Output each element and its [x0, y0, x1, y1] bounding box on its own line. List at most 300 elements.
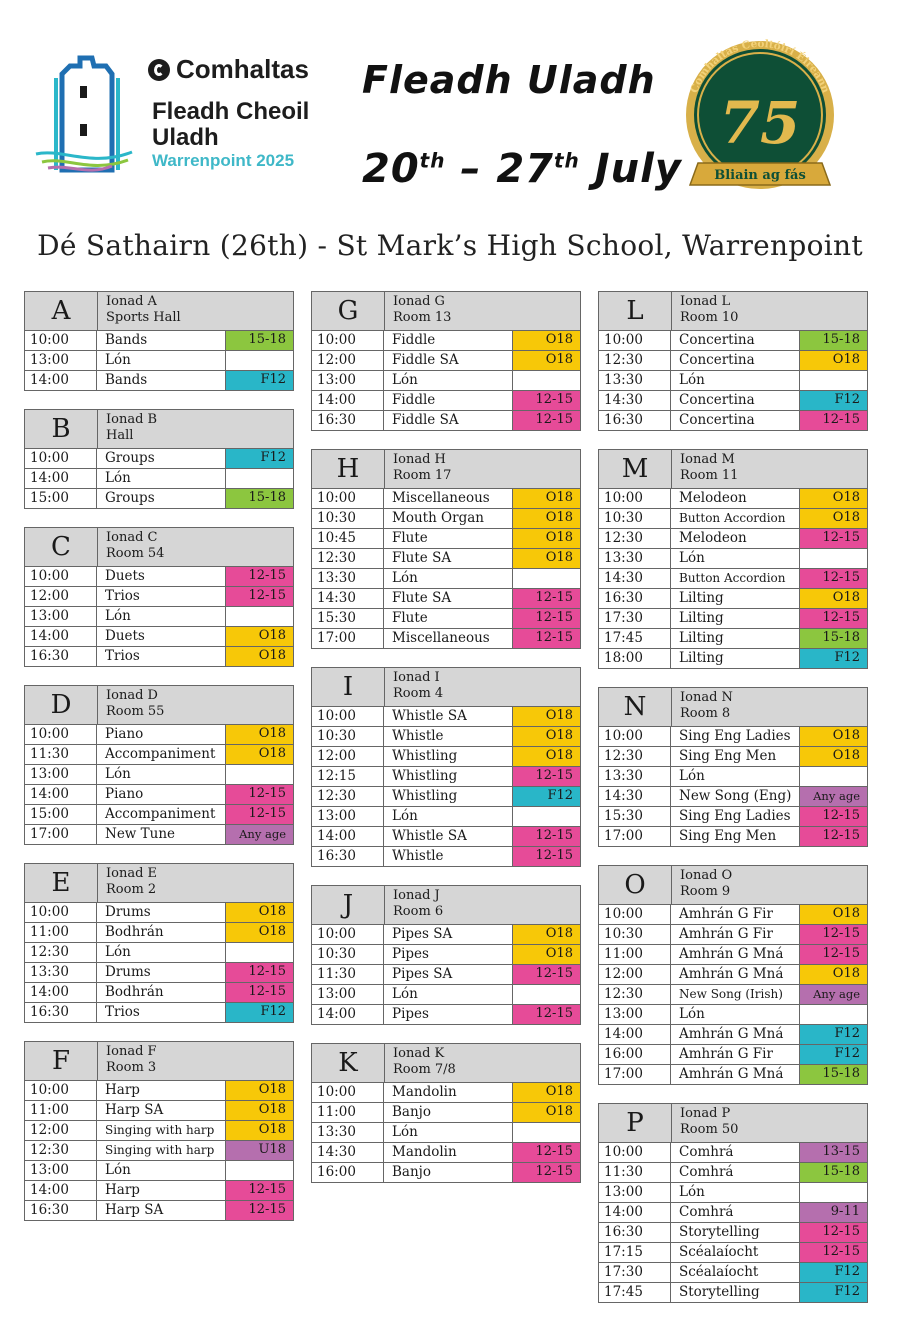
row-age-badge: O18 — [225, 647, 293, 666]
row-event: Trios — [105, 1004, 140, 1020]
row-age-badge: 15-18 — [799, 1065, 867, 1084]
schedule-row — [25, 1201, 293, 1220]
row-event: Fiddle — [392, 392, 436, 408]
row-time: 11:00 — [312, 1103, 384, 1122]
row-event: Lilting — [679, 590, 724, 606]
venue-table — [24, 527, 294, 667]
schedule-row — [312, 925, 580, 945]
row-time: 10:00 — [312, 925, 384, 944]
row-age-badge: 12-15 — [512, 1143, 580, 1162]
row-age-badge: O18 — [512, 727, 580, 746]
venue-ionad: Ionad L — [680, 294, 731, 309]
row-event: Amhrán G Fir — [679, 1046, 773, 1062]
venue-ionad: Ionad J — [393, 888, 440, 903]
row-time: 15:00 — [25, 489, 97, 508]
venue-room: Room 3 — [106, 1060, 157, 1075]
row-age-badge: 12-15 — [225, 567, 293, 586]
schedule-row — [599, 1025, 867, 1045]
row-event: Lón — [105, 766, 131, 782]
row-time: 12:00 — [25, 587, 97, 606]
schedule-row — [25, 607, 293, 627]
brand-name: Comhaltas — [176, 54, 309, 84]
row-age-badge — [512, 569, 580, 588]
schedule-row — [599, 371, 867, 391]
row-age-badge: 12-15 — [799, 411, 867, 430]
schedule-row — [312, 1103, 580, 1123]
row-age-badge — [799, 1005, 867, 1024]
schedule-row — [25, 1161, 293, 1181]
venue-table — [311, 291, 581, 431]
row-age-badge: Any age — [799, 985, 867, 1004]
row-age-badge: F12 — [799, 1045, 867, 1064]
row-time: 12:00 — [312, 351, 384, 370]
schedule-row — [599, 1045, 867, 1065]
row-event: Lón — [392, 986, 418, 1002]
row-time: 13:00 — [312, 985, 384, 1004]
row-time: 12:00 — [599, 965, 671, 984]
comhaltas-c-icon — [148, 59, 170, 81]
row-event: Flute SA — [392, 550, 452, 566]
schedule-row — [599, 609, 867, 629]
schedule-row — [312, 589, 580, 609]
venue-header — [25, 686, 293, 725]
row-time: 10:00 — [25, 725, 97, 744]
row-age-badge: 15-18 — [799, 629, 867, 648]
row-time: 10:00 — [25, 567, 97, 586]
row-event: Comhrá — [679, 1164, 734, 1180]
row-time: 14:00 — [25, 983, 97, 1002]
venue-ionad: Ionad F — [106, 1044, 157, 1059]
row-age-badge — [799, 549, 867, 568]
schedule-row — [599, 925, 867, 945]
row-event: Amhrán G Fir — [679, 926, 773, 942]
schedule-row — [599, 1243, 867, 1263]
row-event: Lón — [679, 1184, 705, 1200]
row-event: Sing Eng Ladies — [679, 808, 791, 824]
row-age-badge: 12-15 — [225, 785, 293, 804]
date-start: 20 — [362, 146, 420, 192]
row-event: Pipes SA — [392, 926, 453, 942]
venue-table — [24, 291, 294, 391]
venue-letter: C — [25, 528, 98, 566]
row-event: Mandolin — [392, 1084, 457, 1100]
venue-header — [312, 1044, 580, 1083]
row-time: 17:30 — [599, 1263, 671, 1282]
row-age-badge: 12-15 — [799, 925, 867, 944]
venue-ionad: Ionad E — [106, 866, 158, 881]
venue-title — [385, 886, 580, 924]
row-event: Flute SA — [392, 590, 452, 606]
row-time: 13:00 — [25, 607, 97, 626]
schedule-row — [312, 827, 580, 847]
venue-ionad: Ionad N — [680, 690, 733, 705]
row-age-badge: 12-15 — [799, 569, 867, 588]
row-time: 12:30 — [312, 787, 384, 806]
schedule-row — [25, 469, 293, 489]
row-time: 17:45 — [599, 629, 671, 648]
row-event: New Song (Irish) — [679, 987, 783, 1001]
row-time: 14:00 — [25, 469, 97, 488]
row-event: New Song (Eng) — [679, 788, 792, 804]
row-time: 13:00 — [599, 1183, 671, 1202]
row-age-badge: F12 — [799, 1283, 867, 1302]
row-time: 11:00 — [599, 945, 671, 964]
venue-table — [598, 449, 868, 669]
row-time: 10:00 — [312, 707, 384, 726]
venue-letter: H — [312, 450, 385, 488]
row-time: 10:00 — [25, 1081, 97, 1100]
row-time: 11:00 — [25, 1101, 97, 1120]
venue-room: Room 6 — [393, 904, 444, 919]
venue-header — [599, 292, 867, 331]
venue-ionad: Ionad O — [680, 868, 733, 883]
schedule-row — [312, 787, 580, 807]
date-end-suffix: th — [554, 148, 580, 173]
venue-room: Room 50 — [680, 1122, 739, 1137]
row-age-badge: O18 — [512, 549, 580, 568]
row-time: 13:30 — [25, 963, 97, 982]
row-time: 12:30 — [599, 529, 671, 548]
venue-room: Room 55 — [106, 704, 165, 719]
schedule-row — [25, 371, 293, 390]
venue-room: Sports Hall — [106, 310, 181, 325]
row-age-badge — [799, 767, 867, 786]
venue-header — [25, 528, 293, 567]
row-time: 13:00 — [25, 765, 97, 784]
schedule-row — [599, 331, 867, 351]
row-age-badge — [512, 985, 580, 1004]
venue-room: Room 54 — [106, 546, 165, 561]
row-age-badge — [225, 765, 293, 784]
row-age-badge: F12 — [799, 391, 867, 410]
schedule-row — [599, 727, 867, 747]
schedule-row — [599, 787, 867, 807]
row-age-badge: O18 — [799, 351, 867, 370]
venue-room: Room 8 — [680, 706, 731, 721]
venue-title — [672, 1104, 867, 1142]
row-event: Whistle SA — [392, 708, 467, 724]
row-event: Button Accordion — [679, 511, 786, 525]
row-time: 12:30 — [599, 747, 671, 766]
row-time: 12:30 — [599, 985, 671, 1004]
schedule-row — [312, 529, 580, 549]
venue-room: Room 13 — [393, 310, 452, 325]
schedule-row — [312, 847, 580, 866]
row-age-badge: O18 — [799, 747, 867, 766]
row-event: Mandolin — [392, 1144, 457, 1160]
row-event: Lilting — [679, 610, 724, 626]
row-age-badge — [225, 469, 293, 488]
venue-header — [599, 450, 867, 489]
row-time: 13:30 — [312, 569, 384, 588]
row-time: 14:00 — [25, 627, 97, 646]
page-title: Dé Sathairn (26th) - St Mark’s High School, Warrenpoint — [37, 229, 863, 262]
row-event: Singing with harp — [105, 1123, 215, 1137]
row-time: 10:45 — [312, 529, 384, 548]
venue-letter: F — [25, 1042, 98, 1080]
row-event: Drums — [105, 964, 151, 980]
row-time: 13:30 — [599, 767, 671, 786]
row-event: Pipes — [392, 946, 429, 962]
row-time: 18:00 — [599, 649, 671, 668]
date-start-suffix: th — [419, 148, 446, 173]
anniversary-ribbon-text: Bliain ag fás — [714, 168, 806, 183]
venue-table — [598, 865, 868, 1085]
row-time: 16:30 — [599, 1223, 671, 1242]
row-time: 12:30 — [25, 1141, 97, 1160]
row-age-badge: F12 — [512, 787, 580, 806]
row-age-badge: 12-15 — [512, 411, 580, 430]
schedule-row — [25, 805, 293, 825]
venue-room: Room 4 — [393, 686, 444, 701]
row-age-badge: Any age — [225, 825, 293, 844]
row-time: 15:30 — [599, 807, 671, 826]
row-age-badge: 12-15 — [799, 807, 867, 826]
row-age-badge — [512, 807, 580, 826]
row-event: Sing Eng Men — [679, 748, 777, 764]
row-time: 10:30 — [599, 509, 671, 528]
schedule-row — [312, 707, 580, 727]
row-time: 15:30 — [312, 609, 384, 628]
row-age-badge: O18 — [512, 747, 580, 766]
row-time: 16:30 — [312, 411, 384, 430]
schedule-row — [25, 963, 293, 983]
row-time: 16:30 — [312, 847, 384, 866]
row-age-badge: O18 — [799, 727, 867, 746]
row-time: 17:45 — [599, 1283, 671, 1302]
venue-table — [598, 687, 868, 847]
row-event: Singing with harp — [105, 1143, 215, 1157]
row-time: 14:00 — [599, 1203, 671, 1222]
row-time: 13:30 — [312, 1123, 384, 1142]
venue-table — [598, 1103, 868, 1303]
schedule-row — [312, 727, 580, 747]
row-event: Fiddle SA — [392, 412, 459, 428]
row-event: Melodeon — [679, 530, 747, 546]
row-event: Fiddle — [392, 332, 436, 348]
row-event: Whistling — [392, 748, 458, 764]
schedule-row — [599, 1203, 867, 1223]
schedule-column-1 — [24, 291, 294, 1239]
row-age-badge: 12-15 — [799, 1223, 867, 1242]
schedule-row — [25, 647, 293, 666]
row-age-badge: O18 — [512, 351, 580, 370]
row-age-badge: O18 — [225, 923, 293, 942]
venue-room: Room 7/8 — [393, 1062, 456, 1077]
schedule-row — [25, 449, 293, 469]
row-event: Banjo — [392, 1104, 431, 1120]
row-time: 17:30 — [599, 609, 671, 628]
row-age-badge: 12-15 — [512, 1005, 580, 1024]
schedule-row — [25, 1141, 293, 1161]
script-title: Fleadh Uladh — [362, 58, 656, 102]
row-event: Harp — [105, 1082, 140, 1098]
row-event: Whistling — [392, 788, 458, 804]
row-age-badge: 12-15 — [512, 767, 580, 786]
schedule-row — [599, 649, 867, 668]
venue-title — [672, 292, 867, 330]
row-event: Lilting — [679, 650, 724, 666]
round-tower-logo-icon — [32, 52, 134, 178]
row-event: Groups — [105, 490, 155, 506]
row-event: Amhrán G Mná — [679, 1026, 784, 1042]
row-event: Trios — [105, 588, 140, 604]
row-time: 14:00 — [312, 827, 384, 846]
row-time: 14:30 — [599, 569, 671, 588]
row-time: 14:00 — [25, 371, 97, 390]
schedule-row — [599, 1005, 867, 1025]
schedule-row — [599, 1065, 867, 1084]
row-age-badge: 12-15 — [225, 1181, 293, 1200]
row-event: Bands — [105, 372, 148, 388]
row-event: Sing Eng Ladies — [679, 728, 791, 744]
row-age-badge: 12-15 — [512, 1163, 580, 1182]
row-age-badge: O18 — [512, 331, 580, 350]
schedule-row — [599, 965, 867, 985]
venue-title — [98, 292, 293, 330]
venue-title — [98, 1042, 293, 1080]
row-event: Lón — [105, 352, 131, 368]
venue-title — [98, 686, 293, 724]
row-event: Lón — [392, 808, 418, 824]
row-event: Banjo — [392, 1164, 431, 1180]
row-event: Whistle SA — [392, 828, 467, 844]
row-time: 12:00 — [25, 1121, 97, 1140]
row-event: Lón — [679, 768, 705, 784]
row-age-badge — [799, 1183, 867, 1202]
schedule-row — [25, 1101, 293, 1121]
row-age-badge: 12-15 — [225, 587, 293, 606]
venue-letter: B — [25, 410, 98, 448]
venue-title — [98, 528, 293, 566]
venue-letter: M — [599, 450, 672, 488]
row-time: 13:00 — [599, 1005, 671, 1024]
row-event: Flute — [392, 610, 428, 626]
row-age-badge: 12-15 — [225, 805, 293, 824]
row-age-badge: 12-15 — [512, 391, 580, 410]
venue-title — [672, 688, 867, 726]
schedule-row — [25, 785, 293, 805]
schedule-row — [25, 1003, 293, 1022]
row-event: Pipes — [392, 1006, 429, 1022]
row-event: Flute — [392, 530, 428, 546]
venue-room: Room 11 — [680, 468, 739, 483]
row-time: 13:30 — [599, 549, 671, 568]
row-event: Lón — [105, 608, 131, 624]
row-event: Comhrá — [679, 1144, 734, 1160]
row-age-badge: 12-15 — [799, 945, 867, 964]
venue-title — [98, 864, 293, 902]
schedule-row — [25, 765, 293, 785]
row-event: Duets — [105, 628, 145, 644]
venue-ionad: Ionad M — [680, 452, 735, 467]
row-event: Amhrán G Mná — [679, 966, 784, 982]
row-event: Storytelling — [679, 1284, 760, 1300]
venue-title — [385, 668, 580, 706]
row-time: 16:30 — [599, 589, 671, 608]
date-mid: – 27 — [445, 146, 554, 192]
row-event: Whistling — [392, 768, 458, 784]
row-time: 10:00 — [312, 489, 384, 508]
venue-header — [312, 450, 580, 489]
row-age-badge: O18 — [799, 965, 867, 984]
schedule-column-2 — [311, 291, 581, 1201]
row-event: Accompaniment — [105, 746, 216, 762]
row-age-badge: F12 — [225, 1003, 293, 1022]
row-event: Scéalaíocht — [679, 1264, 759, 1280]
venue-table — [24, 1041, 294, 1221]
venue-room: Hall — [106, 428, 134, 443]
venue-letter: P — [599, 1104, 672, 1142]
venue-letter: N — [599, 688, 672, 726]
venue-ionad: Ionad D — [106, 688, 158, 703]
row-event: Concertina — [679, 412, 755, 428]
venue-header — [25, 410, 293, 449]
schedule-row — [312, 945, 580, 965]
row-time: 14:30 — [599, 391, 671, 410]
row-age-badge — [512, 371, 580, 390]
row-time: 11:00 — [25, 923, 97, 942]
row-time: 14:30 — [312, 1143, 384, 1162]
row-age-badge: O18 — [799, 589, 867, 608]
schedule-row — [25, 903, 293, 923]
venue-header — [312, 886, 580, 925]
row-time: 10:30 — [312, 727, 384, 746]
row-age-badge: O18 — [512, 1103, 580, 1122]
schedule-row — [312, 371, 580, 391]
row-time: 16:30 — [25, 647, 97, 666]
row-age-badge: U18 — [225, 1141, 293, 1160]
page-header — [0, 0, 900, 262]
schedule-row — [599, 905, 867, 925]
venue-letter: O — [599, 866, 672, 904]
row-age-badge: 13-15 — [799, 1143, 867, 1162]
schedule-row — [599, 629, 867, 649]
schedule-row — [312, 489, 580, 509]
row-age-badge — [225, 607, 293, 626]
venue-room: Room 17 — [393, 468, 452, 483]
schedule-row — [312, 391, 580, 411]
event-name-line1: Fleadh Cheoil — [152, 98, 310, 125]
row-time: 16:30 — [599, 411, 671, 430]
row-age-badge: O18 — [225, 1101, 293, 1120]
venue-table — [311, 885, 581, 1025]
row-age-badge: 12-15 — [512, 609, 580, 628]
row-age-badge: O18 — [225, 745, 293, 764]
row-age-badge: 12-15 — [512, 965, 580, 984]
schedule-row — [312, 629, 580, 648]
row-time: 13:00 — [25, 1161, 97, 1180]
row-event: Mouth Organ — [392, 510, 484, 526]
row-time: 13:00 — [312, 807, 384, 826]
row-event: Amhrán G Fir — [679, 906, 773, 922]
row-time: 10:00 — [599, 1143, 671, 1162]
schedule-row — [599, 1183, 867, 1203]
schedule-row — [599, 1263, 867, 1283]
row-time: 14:00 — [599, 1025, 671, 1044]
venue-ionad: Ionad K — [393, 1046, 445, 1061]
row-time: 16:30 — [25, 1201, 97, 1220]
row-time: 16:00 — [599, 1045, 671, 1064]
row-age-badge: 12-15 — [799, 827, 867, 846]
row-event: Whistle — [392, 848, 444, 864]
venue-table — [24, 409, 294, 509]
row-age-badge: O18 — [512, 925, 580, 944]
row-age-badge — [512, 1123, 580, 1142]
schedule-row — [599, 411, 867, 430]
row-event: Melodeon — [679, 490, 747, 506]
schedule-row — [599, 747, 867, 767]
